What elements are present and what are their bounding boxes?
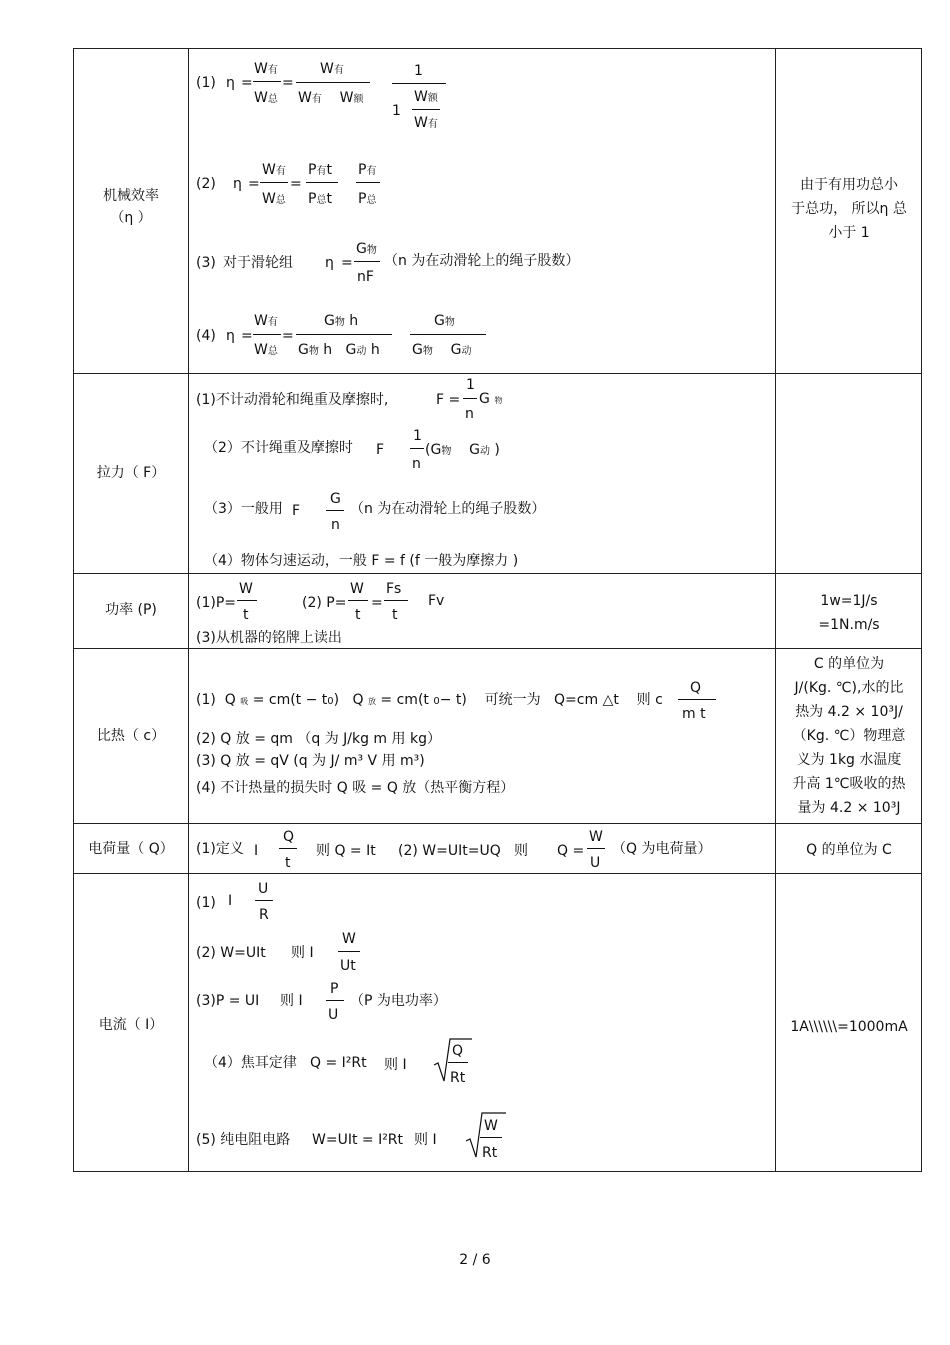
note-line: 升高 1℃吸收的热 — [792, 776, 906, 792]
frac-den: W总 — [254, 342, 278, 358]
fraction-bar — [587, 848, 605, 849]
fraction-bar — [384, 600, 408, 601]
frac-num: G物 — [356, 241, 377, 257]
formula-text: I — [254, 843, 259, 859]
formula-text: (3) Q 放 = qV (q 为 J/ m³ V 用 m³) — [196, 753, 425, 769]
fraction-bar — [463, 398, 477, 399]
fraction-bar — [412, 109, 440, 110]
fraction-bar — [260, 182, 288, 183]
equals-sign: = — [341, 255, 353, 271]
label-line: 机械效率 — [103, 188, 159, 204]
eta-symbol: η — [325, 255, 334, 271]
note-line: 小于 1 — [828, 225, 870, 241]
frac-num: Q — [690, 680, 702, 696]
frac-num: W — [589, 829, 603, 845]
formula-text: W=UIt = I²Rt — [312, 1132, 404, 1148]
frac-den: R — [259, 907, 269, 923]
frac-num: 1 — [414, 63, 423, 79]
frac-num: W — [484, 1118, 498, 1134]
frac-num: W — [350, 581, 364, 597]
frac-den: P总 — [358, 191, 377, 207]
note-line: 热为 4.2 × 10³J/ — [795, 704, 903, 720]
eta-symbol: η — [233, 176, 242, 192]
label-line: （η ） — [110, 210, 152, 226]
equals-sign: = — [371, 595, 383, 611]
formula-note: （Q 为电荷量） — [612, 841, 712, 857]
frac-den: U — [590, 855, 601, 871]
formula-text: 则 Q = It — [316, 843, 376, 859]
frac-num: 1 — [466, 377, 475, 393]
row-label-heat: 比热（ c） — [96, 728, 166, 744]
fraction-bar — [296, 334, 392, 335]
note-line: =1N.m/s — [818, 617, 880, 633]
fraction-bar — [348, 600, 368, 601]
frac-num: W有 — [254, 61, 278, 77]
note-line: （Kg. ℃）物理意 — [792, 728, 906, 744]
formula-text: (3)P = UI — [196, 993, 260, 1009]
formula-note: （n 为在动滑轮上的绳子股数） — [384, 253, 580, 269]
equals-sign: = — [282, 75, 294, 91]
frac-num: W — [342, 931, 356, 947]
frac-num: Q — [283, 829, 295, 845]
frac-num: 1 — [413, 428, 422, 444]
frac-den: G物 h G动 h — [298, 342, 380, 358]
note-line: 量为 4.2 × 10³J — [797, 800, 901, 816]
row-divider — [74, 573, 921, 574]
row-label-current: 电流（ I） — [98, 1017, 164, 1033]
frac-num: W有 — [320, 61, 344, 77]
note-heat — [775, 652, 923, 820]
formula-text: Q = — [557, 843, 585, 859]
fraction-bar — [410, 334, 486, 335]
formula-text: (3)从机器的铭牌上读出 — [196, 630, 342, 646]
fraction-bar — [326, 510, 344, 511]
fraction-bar — [296, 82, 370, 83]
note-current: 1A\\\\\\=1000mA — [790, 1019, 908, 1035]
frac-den: Rt — [482, 1145, 498, 1161]
formula-text: (5) 纯电阻电路 — [196, 1132, 291, 1148]
equals-sign: = — [282, 328, 294, 344]
frac-den: n — [465, 406, 474, 422]
column-divider — [188, 49, 189, 1171]
note-power — [775, 589, 923, 637]
frac-num: W — [239, 581, 253, 597]
frac-num: W有 — [254, 313, 278, 329]
frac-den: G物 G动 — [412, 342, 472, 358]
note-line: 1w=1J/s — [820, 593, 878, 609]
row-divider — [74, 648, 921, 649]
fraction-bar — [326, 1000, 344, 1001]
frac-den: U — [328, 1007, 339, 1023]
fraction-bar — [480, 1137, 502, 1138]
row-label-charge: 电荷量（ Q） — [88, 841, 174, 857]
frac-den: t — [355, 607, 361, 623]
note-line: C 的单位为 — [813, 656, 885, 672]
formula-number: (1) — [196, 895, 216, 911]
fraction-bar — [354, 261, 380, 262]
fraction-bar — [279, 848, 297, 849]
eta-symbol: η — [226, 75, 235, 91]
note-efficiency — [775, 173, 923, 245]
row-divider — [74, 373, 921, 374]
frac-den: P总t — [308, 191, 332, 207]
frac-den: nF — [357, 269, 374, 285]
formula-text: 则 I — [280, 993, 303, 1009]
formula-table — [73, 48, 922, 1172]
row-label-power: 功率 (P) — [105, 602, 157, 618]
frac-den: m t — [682, 706, 706, 722]
frac-den: n — [412, 456, 421, 472]
row-divider — [74, 823, 921, 824]
formula-text: 则 I — [291, 945, 314, 961]
frac-den: W总 — [254, 90, 278, 106]
formula-text: (1)定义 — [196, 841, 244, 857]
frac-den: W总 — [262, 191, 286, 207]
frac-num: P — [330, 981, 339, 997]
formula-text: F — [376, 442, 385, 458]
equals-sign: = — [248, 176, 260, 192]
frac-den: t — [243, 607, 249, 623]
fraction-bar — [253, 334, 281, 335]
frac-num: P有 — [358, 162, 377, 178]
page-number: 2 / 6 — [459, 1252, 491, 1268]
note-line: 于总功， 所以η 总 — [791, 201, 907, 217]
formula-text: G 物 — [479, 391, 503, 407]
formula-text: (2) Q 放 = qm （q 为 J/kg m 用 kg） — [196, 731, 441, 747]
frac-den-one: 1 — [392, 103, 401, 119]
formula-text: （4）焦耳定律 — [204, 1055, 297, 1071]
row-divider — [74, 873, 921, 874]
frac-den: t — [285, 855, 291, 871]
formula-text: (1) Q 吸 = cm(t − t0) Q 放 = cm(t 0− t) 可统一为 Q=cm △t 则 c — [196, 692, 663, 708]
fraction-bar — [392, 83, 446, 84]
formula-text: （4）物体匀速运动，一般 F = f (f 一般为摩擦力 ) — [204, 553, 519, 569]
note-line: 义为 1kg 水温度 — [796, 752, 902, 768]
formula-text: Q = I²Rt — [310, 1055, 367, 1071]
fraction-bar — [237, 600, 257, 601]
frac-num: Fs — [386, 581, 402, 597]
frac-num: U — [258, 881, 269, 897]
formula-text: F — [292, 503, 301, 519]
fraction-bar — [255, 900, 273, 901]
formula-number: (3) — [196, 255, 216, 271]
formula-text: (4) 不计热量的损失时 Q 吸 = Q 放（热平衡方程） — [196, 780, 515, 796]
formula-number: (4) — [196, 328, 216, 344]
equals-sign: = — [290, 176, 302, 192]
fraction-bar — [356, 182, 380, 183]
fraction-bar — [306, 182, 338, 183]
note-line: 由于有用功总小 — [800, 177, 898, 193]
frac-den: Rt — [450, 1070, 466, 1086]
frac-num: Q — [452, 1043, 464, 1059]
formula-text: (1)不计动滑轮和绳重及摩擦时, — [196, 392, 389, 408]
row-label-force: 拉力（ F） — [96, 465, 166, 481]
formula-text: (2) W=UIt=UQ — [398, 843, 501, 859]
formula-note: （P 为电功率） — [350, 993, 447, 1009]
inner-num: W额 — [414, 89, 438, 105]
note-charge: Q 的单位为 C — [806, 842, 892, 858]
frac-den: n — [331, 517, 340, 533]
formula-note: （n 为在动滑轮上的绳子股数） — [350, 501, 546, 517]
fraction-bar — [253, 81, 281, 82]
fraction-bar — [448, 1062, 468, 1063]
note-line: J/(Kg. ℃),水的比 — [794, 680, 904, 696]
formula-text: 对于滑轮组 — [223, 255, 293, 271]
frac-num: W有 — [262, 162, 286, 178]
formula-text: I — [228, 893, 233, 909]
formula-text: Fv — [428, 593, 445, 609]
formula-text: 则 I — [384, 1057, 407, 1073]
formula-text: （2）不计绳重及摩擦时 — [204, 440, 353, 456]
equals-sign: = — [241, 75, 253, 91]
formula-text: （3）一般用 — [204, 501, 283, 517]
frac-num: P有t — [308, 162, 332, 178]
formula-text: 则 I — [414, 1132, 437, 1148]
formula-number: (2) — [196, 176, 216, 192]
formula-text: F = — [436, 392, 461, 408]
frac-num: G — [330, 491, 341, 507]
fraction-bar — [678, 699, 716, 700]
formula-text: 则 — [514, 843, 528, 859]
fraction-bar — [410, 448, 424, 449]
inner-den: W有 — [414, 115, 438, 131]
frac-num: G物 — [434, 313, 455, 329]
formula-text: (2) W=UIt — [196, 945, 266, 961]
eta-symbol: η — [226, 328, 235, 344]
formula-text: (G物 G动 ) — [425, 442, 500, 458]
row-label-efficiency — [74, 185, 188, 229]
formula-text: (2) P= — [302, 595, 347, 611]
formula-text: (1)P= — [196, 595, 237, 611]
frac-den: t — [392, 607, 398, 623]
frac-den: Ut — [340, 958, 356, 974]
equals-sign: = — [241, 328, 253, 344]
frac-den: W有 W额 — [298, 90, 364, 106]
formula-number: (1) — [196, 75, 216, 91]
fraction-bar — [338, 951, 360, 952]
frac-num: G物 h — [324, 313, 359, 329]
